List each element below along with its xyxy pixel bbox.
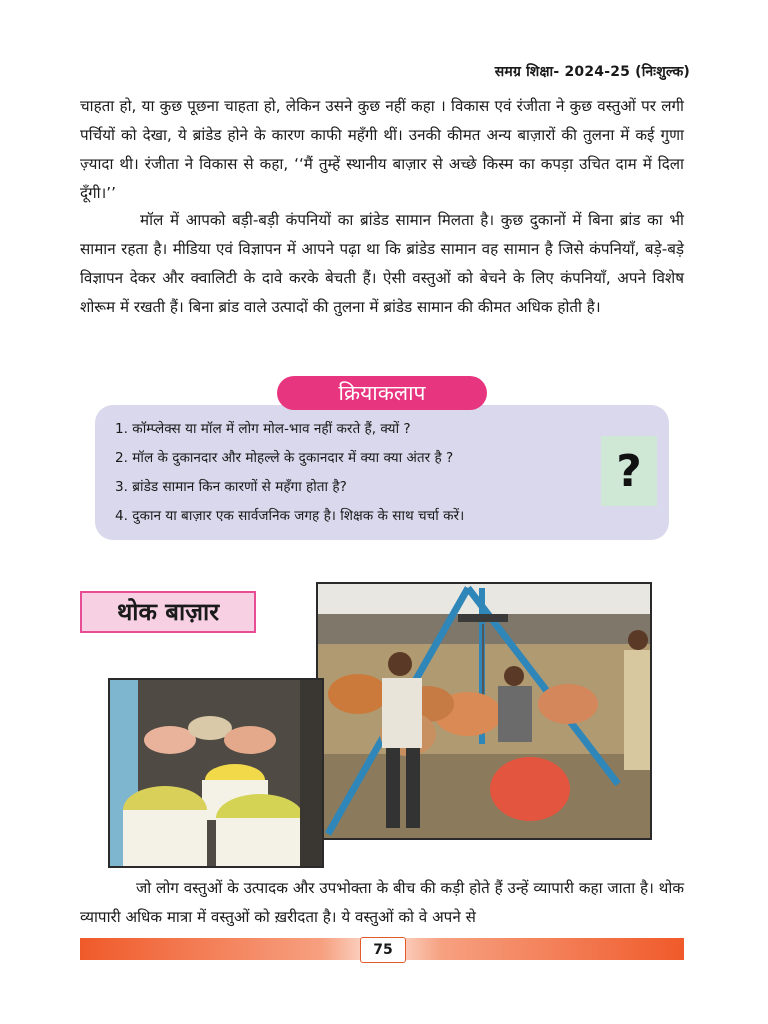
activity-question: 4. दुकान या बाज़ार एक सार्वजनिक जगह है। शिक्षक के साथ चर्चा करें। (115, 508, 465, 524)
running-head: समग्र शिक्षा- 2024-25 (निःशुल्क) (494, 64, 690, 80)
activity-question: 2. मॉल के दुकानदार और मोहल्ले के दुकानदार में क्या क्या अंतर है ? (115, 450, 454, 466)
grain-sacks-photo (108, 678, 324, 868)
activity-question: 3. ब्रांडेड सामान किन कारणों से महँगा होता है? (115, 479, 347, 495)
paragraph-3: जो लोग वस्तुओं के उत्पादक और उपभोक्ता के बीच की कड़ी होते हैं उन्हें व्यापारी कहा जाता है। थोक व्यापारी अधिक मात्रा में वस्तुओं को ख़रीदता है। ये वस्तुओं को वे अपने से (80, 879, 684, 926)
activity-title: क्रियाकलाप (277, 376, 487, 410)
wholesale-market-illustration (318, 584, 650, 838)
activity-box (95, 405, 669, 540)
section-title: थोक बाज़ार (80, 591, 256, 633)
activity-question-list (115, 415, 605, 531)
page-number: 75 (360, 937, 406, 963)
wholesale-market-photo (316, 582, 652, 840)
paragraph-1: चाहता हो, या कुछ पूछना चाहता हो, लेकिन उसने कुछ नहीं कहा । विकास एवं रंजीता ने कुछ वस्तुओं पर लगी पर्चियों को देखा, ये ब्रांडेड होने के कारण काफी महँगी थीं। उनकी कीमत अन्य बाज़ारों की तुलना में कई गुणा ज़्यादा थी। रंजीता ने विकास से कहा, ‘‘मैं तुम्हें स्थानीय बाज़ार से अच्छे किस्म का कपड़ा उचित दाम में दिला दूँगी।’’ (80, 97, 684, 202)
paragraph-2: मॉल में आपको बड़ी-बड़ी कंपनियों का ब्रांडेड सामान मिलता है। कुछ दुकानों में बिना ब्रांड का भी सामान रहता है। मीडिया एवं विज्ञापन में आपने पढ़ा था कि ब्रांडेड सामान वह सामान है जिसे कंपनियाँ, बड़े-बड़े विज्ञापन देकर और क्वालिटी के दावे करके बेचती हैं। ऐसी वस्तुओं को बेचने के लिए कंपनियाँ, अपने विशेष शोरूम में रखती हैं। बिना ब्रांड वाले उत्पादों की तुलना में ब्रांडेड सामान की कीमत अधिक होती है। (80, 211, 684, 316)
activity-question: 1. कॉम्प्लेक्स या मॉल में लोग मोल-भाव नहीं करते हैं, क्यों ? (115, 421, 411, 437)
question-mark-icon: ? (601, 436, 657, 506)
grain-sacks-illustration (110, 680, 322, 866)
